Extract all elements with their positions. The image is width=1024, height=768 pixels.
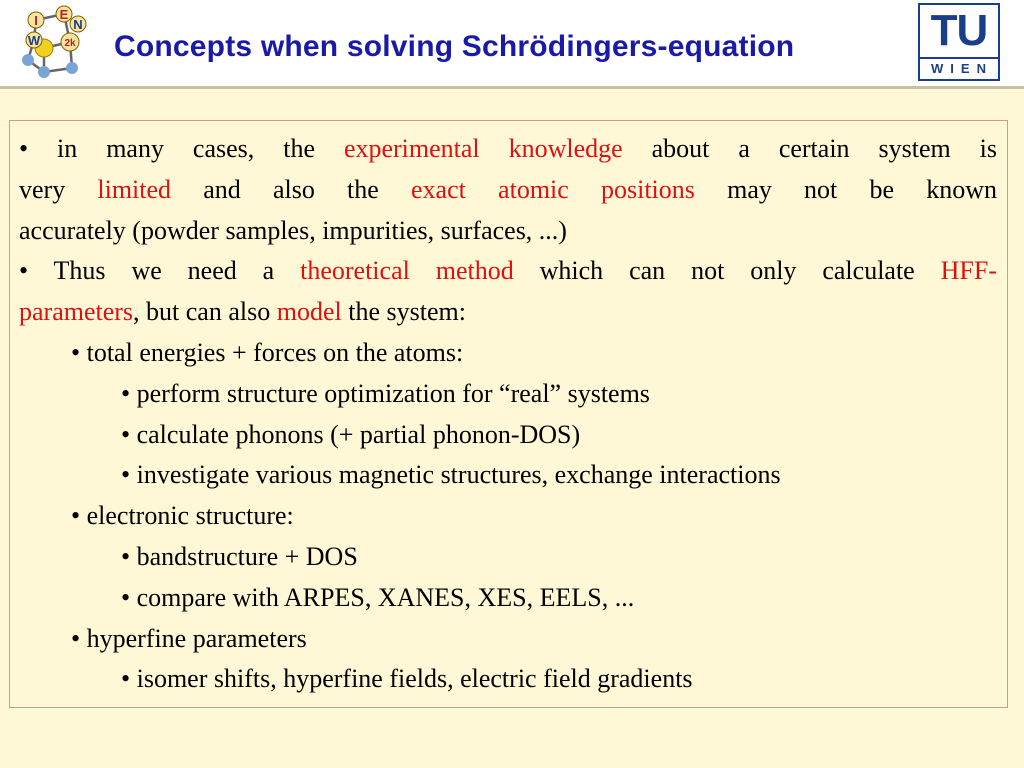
- text-run: the system:: [341, 297, 466, 327]
- slide-title: Concepts when solving Schrödingers-equation: [114, 30, 795, 63]
- content-box: [9, 120, 1008, 708]
- text-run: very: [19, 174, 98, 204]
- highlight-hff: HFF-: [940, 256, 997, 286]
- logo-letter-e: E: [59, 7, 69, 22]
- logo-letter-i: I: [34, 13, 38, 28]
- sub-sub-bullet: • compare with ARPES, XANES, XES, EELS, ...: [121, 582, 635, 612]
- sub-bullet-electronic-structure: • electronic structure:: [71, 501, 294, 531]
- header-divider: [0, 86, 1024, 89]
- bullet-1-line-3: accurately (powder samples, impurities, surfaces, ...): [19, 215, 567, 245]
- bullet-1-line-1: [19, 129, 997, 170]
- logo-letter-n: N: [73, 17, 83, 32]
- highlight-theoretical-method: theoretical method: [300, 256, 514, 286]
- sub-sub-bullet: • isomer shifts, hyperfine fields, electric field gradients: [121, 664, 693, 694]
- highlight-experimental-knowledge: experimental knowledge: [343, 134, 623, 163]
- highlight-exact-atomic-positions: exact atomic positions: [411, 174, 695, 204]
- sub-sub-bullet: • investigate various magnetic structures, exchange interactions: [121, 460, 781, 490]
- text-run: , but can also: [133, 297, 277, 327]
- bullet-2-line-1: [19, 251, 997, 292]
- wien-logo-text: WIEN: [920, 57, 998, 79]
- text-run: • Thus we need a: [19, 256, 301, 286]
- sub-sub-bullet: • perform structure optimization for “real” systems: [121, 378, 650, 408]
- bullet-1-line-2: [19, 170, 997, 211]
- text-run: about a certain system is: [622, 134, 997, 163]
- text-run: • in many cases, the: [19, 134, 344, 163]
- bullet-2-line-2: [19, 292, 997, 333]
- wien2k-logo: [14, 2, 88, 80]
- logo-letter-w: W: [27, 33, 41, 48]
- text-run: which can not only calculate: [513, 256, 941, 286]
- sub-sub-bullet: • calculate phonons (+ partial phonon-DOS): [121, 419, 581, 449]
- sub-bullet-hyperfine-parameters: • hyperfine parameters: [71, 623, 307, 653]
- highlight-parameters: parameters: [19, 297, 134, 327]
- sub-bullet-total-energies: • total energies + forces on the atoms:: [71, 337, 464, 367]
- logo-letter-2k: 2k: [64, 38, 76, 49]
- text-run: may not be known: [694, 174, 997, 204]
- highlight-limited: limited: [97, 174, 172, 204]
- slide-header: [0, 0, 1024, 88]
- sub-sub-bullet: • bandstructure + DOS: [121, 541, 358, 571]
- text-run: and also the: [171, 174, 412, 204]
- tu-wien-logo: [918, 3, 1000, 81]
- highlight-model: model: [276, 297, 342, 327]
- tu-logo-text: TU: [930, 6, 988, 55]
